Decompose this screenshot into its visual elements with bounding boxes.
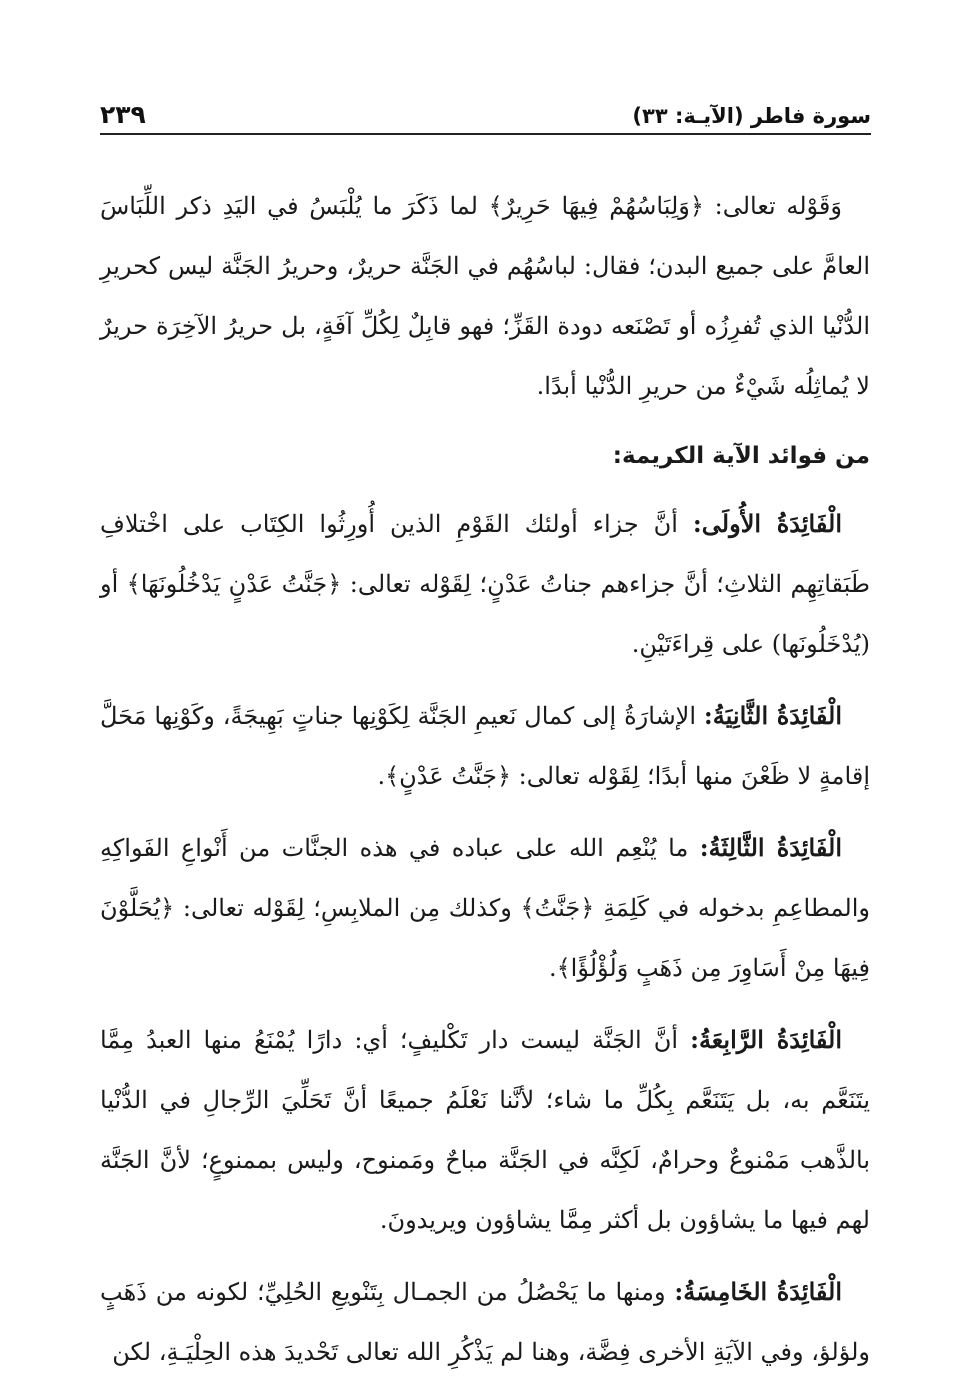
header-rule [100,133,871,135]
benefit-text: الإشارَةُ إلى كمال نَعيمِ الجَنَّة لِكَوْنِها جناتٍ بَهِيجَةً، وكَوْنِها مَحَلَّ إقامةٍ لا ظَعْنَ منها أبدًا؛ لِقَوْله تعالى: ﴿جَنَّتُ عَدْنٍ﴾. [100,702,870,790]
benefit-label: الْفَائِدَةُ الثَّانِيَةُ: [703,701,842,730]
intro-paragraph: وَقَوْله تعالى: ﴿وَلِبَاسُهُمْ فِيهَا حَرِيرٌ﴾ لما ذَكَرَ ما يُلْبَسُ في اليَدِ ذكر اللِّبَاسَ العامَّ على جميع البدن؛ فقال: لباسُهُم في الجَنَّة حريرٌ، وحريرُ الجَنَّة ليس كحريرِ الدُّنْيا الذي تُفرِزُه أو تَصْنَعه دودة القَزِّ؛ فهو قابِلٌ لِكُلِّ آفَةٍ، بل حريرُ الآخِرَة حريرٌ لا يُماثِلُه شَيْءٌ من حريرِ الدُّنْيا أبدًا. [100,192,870,400]
benefit-text: ومنها ما يَحْصُلُ من الجمـال بِتَنْويعِ الحُلِيِّ؛ لكونه من ذَهَبٍ ولؤلؤ، وفي الآيَةِ الأخرى فِضَّة، وهنا لم يَذْكُرِ الله تعالى تَحْديدَ هذه الحِلْيَـةِ، لكن [100,1278,870,1366]
benefit-paragraph-3 [100,818,870,998]
page-header [100,100,871,134]
benefit-paragraph-4 [100,1010,870,1250]
surah-title: سورة فاطر (الآيـة: ٣٣) [632,104,871,128]
section-title: من فوائد الآية الكريمة: [612,443,870,469]
benefit-text: أنَّ الجَنَّة ليست دار تَكْليفٍ؛ أي: دارًا يُمْنَعُ منها العبدُ مِمَّا يتَنَعَّم به، بل يَتَنَعَّم بِكُلِّ ما شاء؛ لأنَّنا نَعْلَمُ جميعًا أنَّ تَحَلِّيَ الرِّجالِ في الدُّنْيا بالذَّهب مَمْنوعٌ وحرامٌ، لَكِنَّه في الجَنَّة مباحٌ ومَمنوح، وليس بممنوعٍ؛ لأنَّ الجَنَّة لهم فيها ما يشاؤون بل أكثر مِمَّا يشاؤون ويريدونَ. [100,1026,870,1234]
benefit-label: الْفَائِدَةُ الأُولَى: [692,509,842,538]
benefit-text: أنَّ جزاء أولئك القَوْمِ الذين أُورِثُوا الكِتَاب على اخْتلافِ طَبَقاتِهِم الثلاثِ؛ أنَّ جزاءهم جناتُ عَدْنٍ؛ لِقَوْله تعالى: ﴿جَنَّتُ عَدْنٍ يَدْخُلُونَهَا﴾ أو (يُدْخَلُونَها) على قِراءَتَيْنِ. [100,510,870,658]
benefit-paragraph-2 [100,686,870,806]
benefit-label: الْفَائِدَةُ الرَّابِعَةُ: [690,1025,843,1054]
page-number: ٢٣٩ [100,100,146,129]
benefit-paragraph-5 [100,1262,870,1382]
benefit-label: الْفَائِدَةُ الثَّالِثَةُ: [699,833,842,862]
page-body [100,176,870,1394]
benefit-text: ما يُنْعِم الله على عباده في هذه الجنَّات من أَنْواعِ الفَواكِهِ والمطاعِمِ بدخوله في كَلِمَةِ ﴿جَنَّتُ﴾ وكذلك مِن الملابِسِ؛ لِقَوْله تعالى: ﴿يُحَلَّوْنَ فِيهَا مِنْ أَسَاوِرَ مِن ذَهَبٍ وَلُؤْلُؤًا﴾. [100,834,870,982]
benefit-paragraph-1 [100,494,870,674]
benefit-label: الْفَائِدَةُ الخَامِسَةُ: [674,1277,843,1306]
